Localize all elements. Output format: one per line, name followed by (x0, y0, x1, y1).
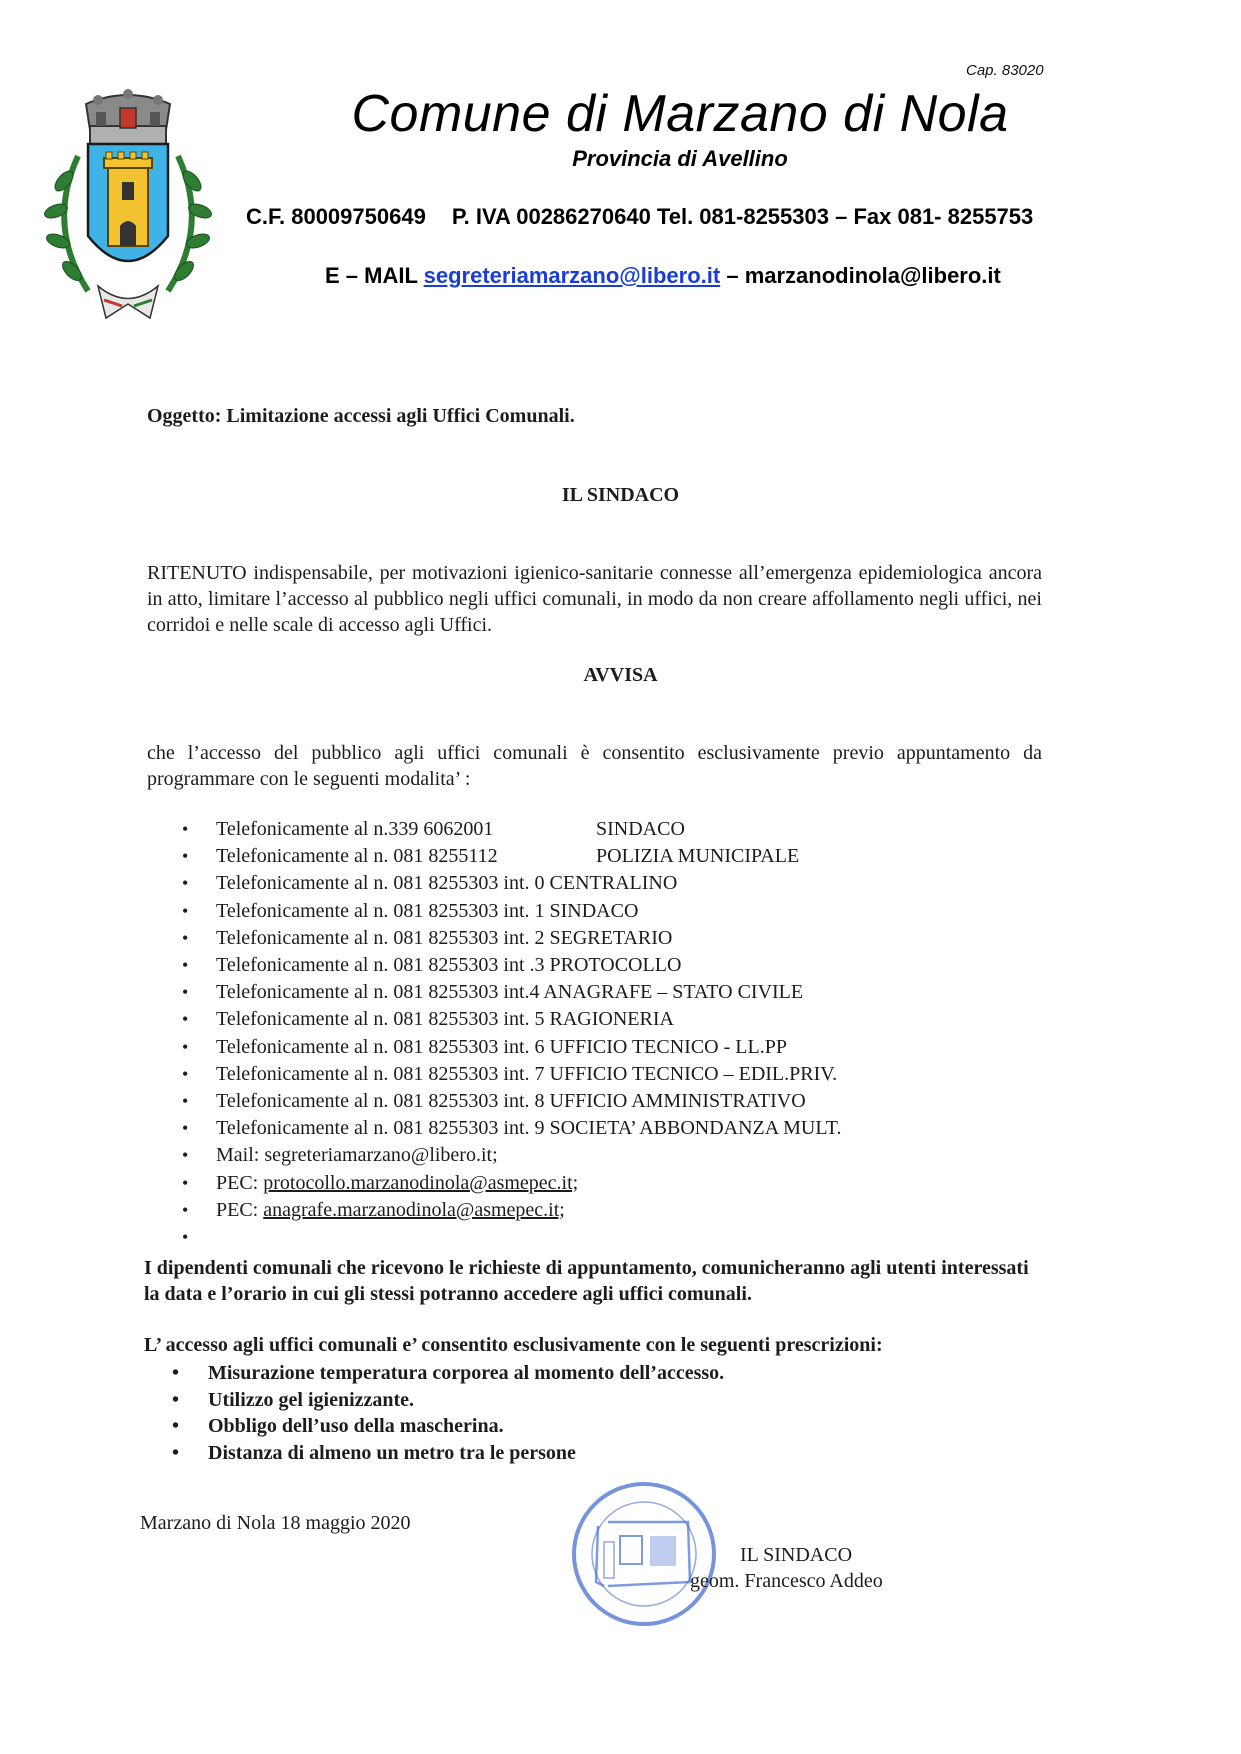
pec-protocollo-link[interactable]: protocollo.marzanodinola@asmepec.it; (263, 1171, 579, 1194)
contact-phone: Telefonicamente al n.339 6062001 (216, 818, 494, 840)
list-item: • Telefonicamente al n. 081 8255303 int. 7 UFFICIO TECNICO – EDIL.PRIV. (182, 1061, 841, 1088)
email-line (325, 263, 1001, 289)
pec-item (182, 1197, 841, 1224)
crown-icon (86, 89, 170, 144)
email-secondary: marzanodinola@libero.it (744, 263, 1001, 288)
dipendenti-paragraph: I dipendenti comunali che ricevono le richieste di appuntamento, comunicheranno agli utenti interessati la data e l’orario in cui gli stessi potranno accedere agli uffici comunali. (144, 1257, 1029, 1305)
avvisa-paragraph: che l’accesso del pubblico agli uffici comunali è consentito esclusivamente previo appuntamento da programmare con le seguenti modalita’ : (147, 742, 1042, 790)
email-prefix: E – MAIL (325, 263, 418, 288)
ritenuto-paragraph: RITENUTO indispensabile, per motivazioni igienico-sanitarie connesse all’emergenza epidemiologica ancora in atto, limitare l’accesso al pubblico negli uffici comunali, in modo da non creare affollamento negli uffici, nei corridoi e nelle scale di accesso agli Uffici. (147, 562, 1042, 636)
list-item: • Telefonicamente al n. 081 8255303 int. 0 CENTRALINO (182, 870, 841, 897)
list-item (182, 843, 841, 870)
signature-name: geom. Francesco Addeo (690, 1570, 883, 1592)
fiscal-code: C.F. 80009750649 (246, 204, 426, 229)
list-item: • Distanza di almeno un metro tra le persone (172, 1440, 724, 1467)
contact-office: SINDACO (596, 818, 685, 840)
empty-list-item (182, 1224, 841, 1251)
list-item (182, 816, 841, 843)
list-item: • Telefonicamente al n. 081 8255303 int. 8 UFFICIO AMMINISTRATIVO (182, 1088, 841, 1115)
date-place: Marzano di Nola 18 maggio 2020 (140, 1512, 411, 1534)
signature-title: IL SINDACO (740, 1544, 853, 1566)
list-item: • Telefonicamente al n. 081 8255303 int .3 PROTOCOLLO (182, 952, 841, 979)
province-name: Provincia di Avellino (572, 146, 788, 171)
list-item: • Telefonicamente al n. 081 8255303 int. 2 SEGRETARIO (182, 925, 841, 952)
list-item: • Telefonicamente al n. 081 8255303 int.4 ANAGRAFE – STATO CIVILE (182, 979, 841, 1006)
contact-phone: Telefonicamente al n. 081 8255112 (216, 845, 498, 868)
mail-item: • Mail: segreteriamarzano@libero.it; (182, 1142, 841, 1169)
tower-icon (104, 152, 152, 246)
list-item: • Telefonicamente al n. 081 8255303 int. 6 UFFICIO TECNICO - LL.PP (182, 1034, 841, 1061)
vat-phone-fax: P. IVA 00286270640 Tel. 081-8255303 – Fax 081- 8255753 (451, 204, 1034, 229)
email-primary-link[interactable]: segreteriamarzano@libero.it (423, 263, 721, 288)
prescrizioni-intro: L’ accesso agli uffici comunali e’ consentito esclusivamente con le seguenti prescrizioni: (144, 1334, 883, 1356)
town-name: Comune di Marzano di Nola (351, 85, 1009, 143)
list-item: • Utilizzo gel igienizzante. (172, 1387, 724, 1414)
list-item: • Telefonicamente al n. 081 8255303 int. 5 RAGIONERIA (182, 1006, 841, 1033)
official-stamp-icon (568, 1478, 720, 1630)
pec-prefix: PEC: (216, 1171, 264, 1194)
pec-anagrafe-link[interactable]: anagrafe.marzanodinola@asmepec.it; (263, 1198, 565, 1221)
list-item: • Misurazione temperatura corporea al momento dell’accesso. (172, 1360, 724, 1387)
contact-list (182, 816, 841, 1251)
pec-prefix: PEC: (216, 1198, 264, 1221)
list-item: • Telefonicamente al n. 081 8255303 int. 1 SINDACO (182, 898, 841, 925)
heading-il-sindaco: IL SINDACO (561, 484, 680, 506)
municipal-crest-icon (38, 86, 218, 331)
fiscal-contact-line (246, 204, 1033, 230)
list-item: • Obbligo dell’uso della mascherina. (172, 1413, 724, 1440)
postal-code: Cap. 83020 (966, 62, 1044, 79)
heading-avvisa: AVVISA (583, 664, 658, 686)
email-separator: – (726, 263, 739, 288)
contact-office: POLIZIA MUNICIPALE (596, 845, 800, 868)
pec-item (182, 1170, 841, 1197)
list-item: • Telefonicamente al n. 081 8255303 int. 9 SOCIETA’ ABBONDANZA MULT. (182, 1115, 841, 1142)
subject-line: Oggetto: Limitazione accessi agli Uffici Comunali. (147, 405, 575, 427)
prescrizioni-list (172, 1360, 724, 1466)
